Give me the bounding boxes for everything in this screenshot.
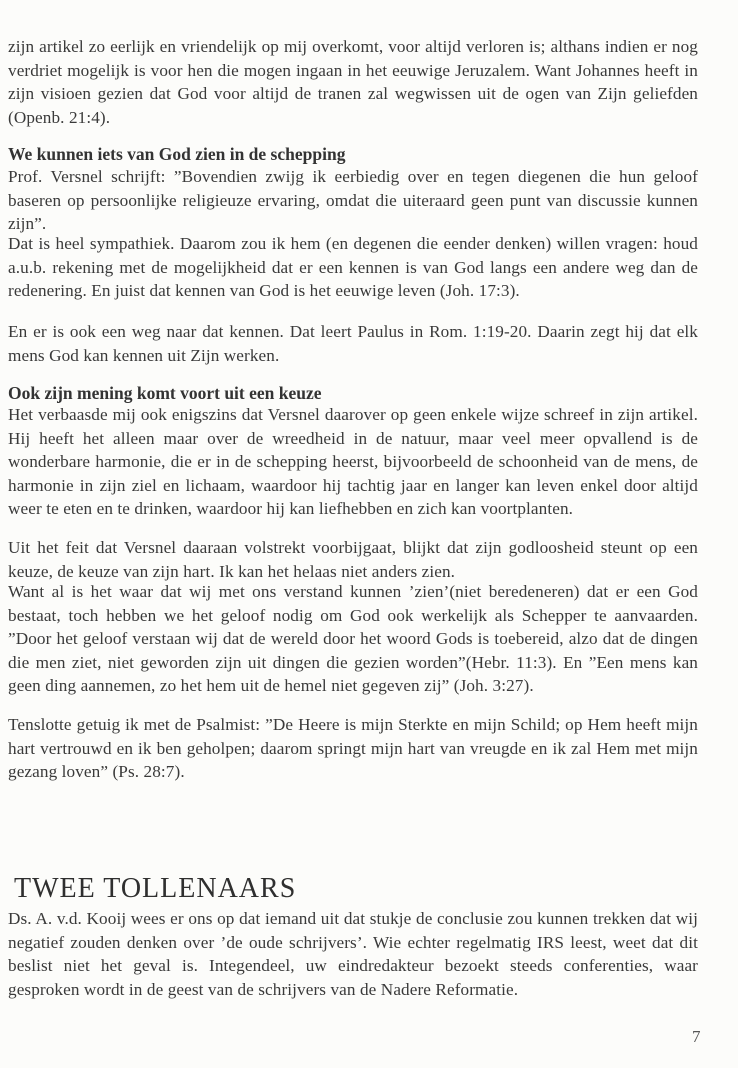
paragraph-versnel-quote: Prof. Versnel schrijft: ”Bovendien zwijg ik eerbiedig over en tegen diegenen die hun geloof baseren op persoonlijke religieuze ervaring, omdat die uiteraard geen punt van discussie kunnen zijn”. <box>8 167 698 233</box>
article-title: TWEE TOLLENAARS <box>14 873 297 904</box>
paragraph-paulus: En er is ook een weg naar dat kennen. Dat leert Paulus in Rom. 1:19-20. Daarin zegt hij dat elk mens God kan kennen uit Zijn werken. <box>8 322 698 365</box>
section-heading-schepping: We kunnen iets van God zien in de schepping <box>8 144 346 164</box>
page-number: 7 <box>692 1027 701 1046</box>
paragraph-tollenaars: Ds. A. v.d. Kooij wees er ons op dat iemand uit dat stukje de conclusie zou kunnen trekken dat wij negatief zouden denken over ’de oude schrijvers’. Wie echter regelmatig IRS leest, weet dat dit beslist niet het geval is. Integendeel, uw eindredakteur bezoekt steeds conferenties, waar gesproken wordt in de geest van de schrijvers van de Nadere Reformatie. <box>8 909 698 999</box>
paragraph-verstand: Want al is het waar dat wij met ons verstand kunnen ’zien’(niet beredeneren) dat er een God bestaat, toch hebben we het geloof nodig om God ook werkelijk als Schepper te aanvaarden. ”Door het geloof verstaan wij dat de wereld door het woord Gods is toebereid, alzo dat de dingen die men ziet, niet geworden zijn uit dingen die gezien worden”(Hebr. 11:3). En ”Een mens kan geen ding aannemen, zo het hem uit de hemel niet gegeven zij” (Joh. 3:27). <box>8 582 698 695</box>
intro-paragraph: zijn artikel zo eerlijk en vriendelijk op mij overkomt, voor altijd verloren is; althans indien er nog verdriet mogelijk is voor hen die mogen ingaan in het eeuwige Jeruzalem. Want Johannes heeft in zijn visioen gezien dat God voor altijd de tranen zal wegwissen uit de ogen van Zijn geliefden (Openb. 21:4). <box>8 37 698 127</box>
paragraph-psalmist: Tenslotte getuig ik met de Psalmist: ”De Heere is mijn Sterkte en mijn Schild; op Hem heeft mijn hart vertrouwd en ik ben geholpen; daarom springt mijn hart van vreugde en ik zal Hem met mijn gezang loven” (Ps. 28:7). <box>8 715 698 781</box>
paragraph-sympathiek: Dat is heel sympathiek. Daarom zou ik hem (en degenen die eender denken) willen vragen: houd a.u.b. rekening met de mogelijkheid dat er een kennen is van God langs een andere weg dan de redenering. En juist dat kennen van God is het eeuwige leven (Joh. 17:3). <box>8 234 698 300</box>
document-page <box>8 0 726 1068</box>
section-heading-keuze: Ook zijn mening komt voort uit een keuze <box>8 383 322 403</box>
paragraph-verbaasde: Het verbaasde mij ook enigszins dat Versnel daarover op geen enkele wijze schreef in zijn artikel. Hij heeft het alleen maar over de wreedheid in de natuur, maar veel meer opvallend is de wonderbare harmonie, die er in de schepping heerst, bijvoorbeeld de schoonheid van de mens, de harmonie in zijn ziel en lichaam, waardoor hij tachtig jaar en langer kan leven enkel door altijd weer te eten en te drinken, waardoor hij kan liefhebben en zich kan voortplanten. <box>8 405 698 518</box>
paragraph-godloosheid: Uit het feit dat Versnel daaraan volstrekt voorbijgaat, blijkt dat zijn godloosheid steunt op een keuze, de keuze van zijn hart. Ik kan het helaas niet anders zien. <box>8 538 698 581</box>
